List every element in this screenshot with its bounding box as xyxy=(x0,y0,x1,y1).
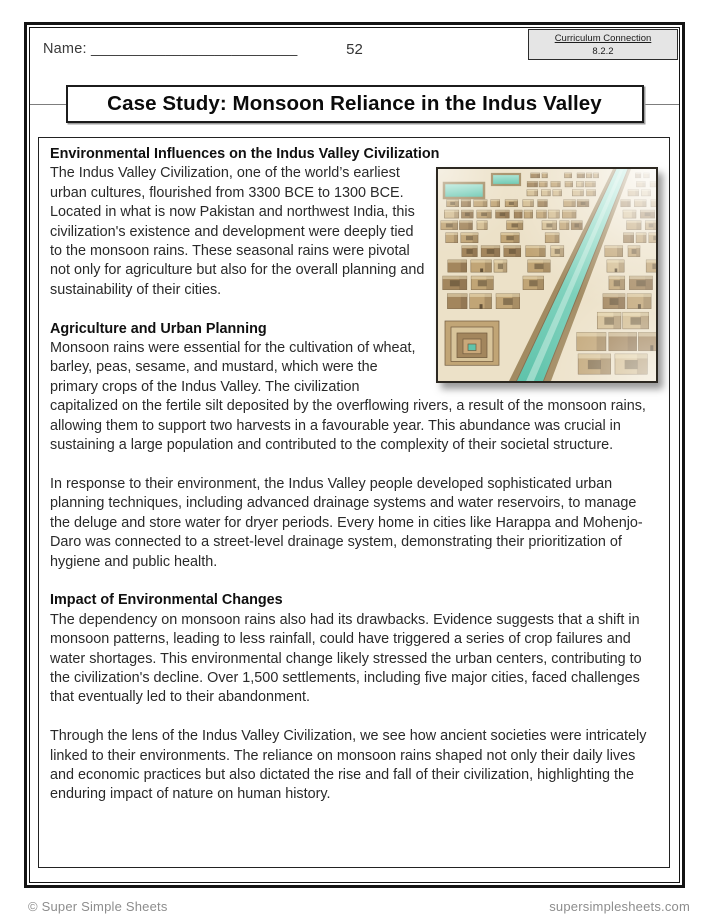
copyright-text: © Super Simple Sheets xyxy=(28,899,168,914)
section-heading-agriculture-urban-planning: Agriculture and Urban Planning xyxy=(50,320,267,337)
curriculum-connection-label: Curriculum Connection xyxy=(554,33,652,44)
page-title: Case Study: Monsoon Reliance in the Indus Valley xyxy=(107,92,602,115)
title-band xyxy=(30,85,679,125)
section-heading-environmental-influences: Environmental Influences on the Indus Valley Civilization xyxy=(50,146,440,162)
paragraph-impact-2: Through the lens of the Indus Valley Civilization, we see how ancient societies were intricately linked to their environments. The reliance on monsoon rains shaped not only their daily lives and economic practices but also dictated the rise and fall of their civilization, highlighting the enduring impact of nature on human history. xyxy=(50,728,647,803)
page-outer-border xyxy=(24,22,685,888)
page-footer xyxy=(28,899,690,914)
page-inner-border xyxy=(29,27,680,883)
paragraph-environmental-1: The Indus Valley Civilization, one of the world’s earliest urban cultures, flourished from 3300 BCE to 1300 BCE. Located in what is now Pakistan and northwest India, this civilization's existence and development were deeply tied to the monsoon rains. These seasonal rains were pivotal not only for agriculture but also for the overall planning and sustainability of their cities. xyxy=(50,165,425,298)
name-blank-line[interactable]: _________________________ xyxy=(90,41,298,57)
indus-city-illustration xyxy=(436,167,658,383)
page-number: 52 xyxy=(346,41,363,58)
curriculum-code: 8.2.2 xyxy=(592,45,614,57)
paragraph-agriculture-1: Monsoon rains were essential for the cultivation of wheat, barley, peas, sesame, and mustard, which were the primary crops of the Indus Valley. The civilization capitalized on the fertile silt deposited by the overflowing rivers, a result of the monsoon rains, allowing them to support two harvests in a favourable year. This abundance was crucial in sustaining a large population and contributed to the complexity of their societal structure. xyxy=(50,340,646,454)
title-box xyxy=(66,85,644,123)
paragraph-agriculture-2: In response to their environment, the Indus Valley people developed sophisticated urban planning techniques, including advanced drainage systems and water reservoirs, to manage the deluge and store water for dryer periods. Every home in cities like Harappa and Mohenjo-Daro was connected to a street-level drainage system, demonstrating their prioritization of hygiene and public health. xyxy=(50,475,643,570)
indus-city-svg xyxy=(438,169,656,381)
name-label: Name: xyxy=(43,41,87,57)
page-header xyxy=(30,28,679,76)
paragraph-impact-1: The dependency on monsoon rains also had its drawbacks. Evidence suggests that a shift in monsoon patterns, leading to less rainfall, could have triggered a series of crop failures and water shortages. This environmental change likely stressed the urban centers, contributing to the civilization's decline. Over 1,500 settlements, including five major cities, faced challenges that eventually led to their abandonment. xyxy=(50,611,642,706)
section-heading-impact-environmental-changes: Impact of Environmental Changes xyxy=(50,592,283,609)
curriculum-connection-box xyxy=(528,29,678,60)
case-study-content xyxy=(38,137,670,868)
website-url: supersimplesheets.com xyxy=(549,899,690,914)
